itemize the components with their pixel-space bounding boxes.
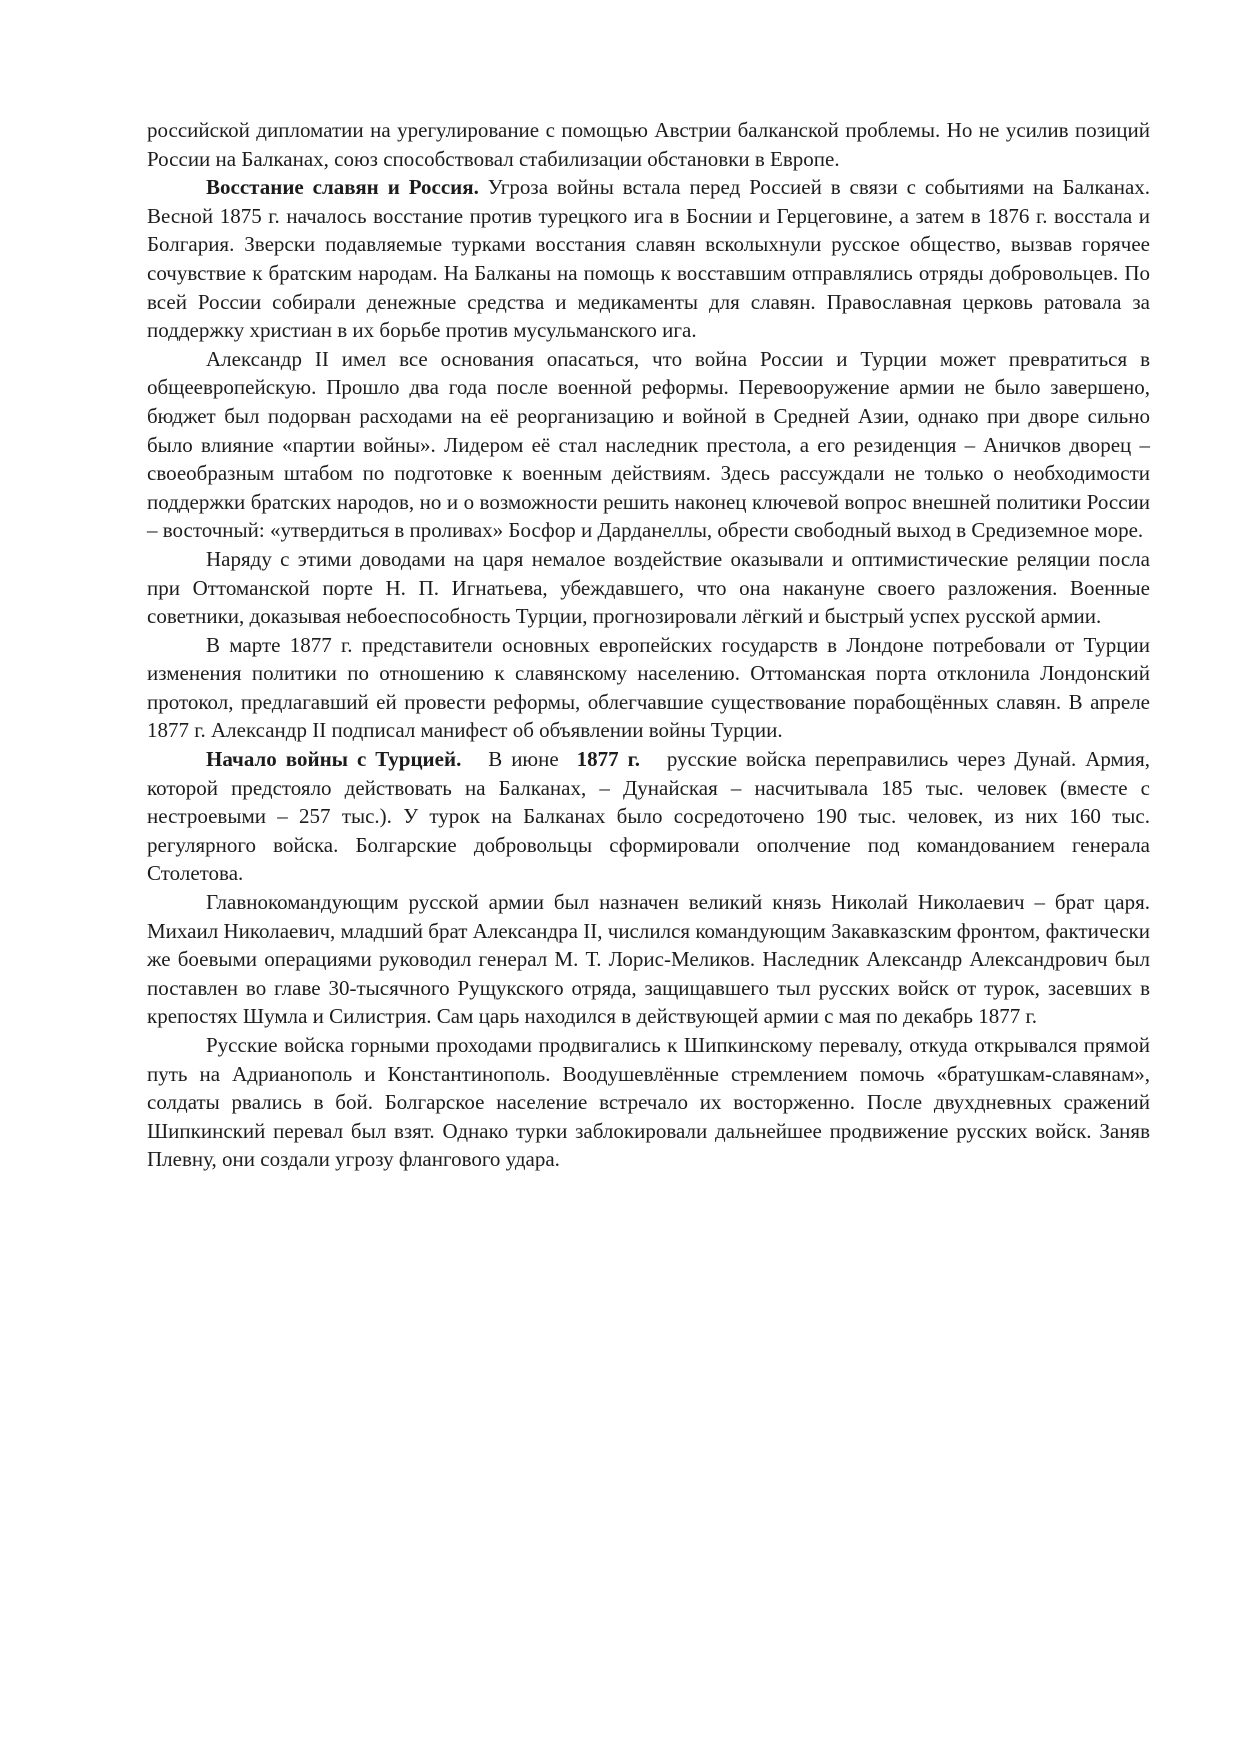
paragraph-6-text: В июне [461,747,577,772]
paragraph-8 [147,1031,1150,1174]
paragraph-1 [147,116,1150,173]
paragraph-2-text: Угроза войны встала перед Россией в связи с событиями на Балканах. Весной 1875 г. началось восстание против турецкого ига в Боснии и Герцеговине, а затем в 1876 г. восстала и Болгария. Зверски подавляемые турками восстания славян всколыхнули русское общество, вызвав горячее сочувствие к братским народам. На Балканы на помощь к восставшим отправлялись отряды добровольцев. По всей России собирали денежные средства и медикаменты для славян. Православная церковь ратовала за поддержку христиан в их борьбе против мусульманского ига. [147,175,1151,343]
paragraph-5-text: В марте 1877 г. представители основных европейских государств в Лондоне потребовали от Турции изменения политики по отношению к славянскому населению. Оттоманская порта отклонила Лондонский протокол, предлагавший ей провести реформы, облегчавшие существование порабощённых славян. В апреле 1877 г. Александр II подписал манифест об объявлении войны Турции. [147,632,1150,743]
paragraph-3 [147,345,1150,545]
paragraph-1-text: российской дипломатии на урегулирование с помощью Австрии балканской проблемы. Но не усилив позиций России на Балканах, союз способствовал стабилизации обстановки в Европе. [147,118,1150,171]
paragraph-3-text: Александр II имел все основания опасаться, что война России и Турции может превратиться в общеевропейскую. Прошло два года после военной реформы. Перевооружение армии не было завершено, бюджет был подорван расходами на её реорганизацию и войной в Средней Азии, однако при дворе сильно было влияние «партии войны». Лидером её стал наследник престола, а его резиденция – Аничков дворец – своеобразным штабом по подготовке к военным действиям. Здесь рассуждали не только о необходимости поддержки братских народов, но и о возможности решить наконец ключевой вопрос внешней политики России – восточный: «утвердиться в проливах» Босфор и Дарданеллы, обрести свободный выход в Средиземное море. [147,346,1150,543]
paragraph-5 [147,631,1150,745]
paragraph-4 [147,545,1150,631]
section-heading-war-start: Начало войны с Турцией. [206,747,462,772]
paragraph-8-text: Русские войска горными проходами продвигались к Шипкинскому перевалу, откуда открывался прямой путь на Адрианополь и Константинополь. Воодушевлённые стремлением помочь «братушкам-славянам», солдаты рвались в бой. Болгарское население встречало их восторженно. После двухдневных сражений Шипкинский перевал был взят. Однако турки заблокировали дальнейшее продвижение русских войск. Заняв Плевну, они создали угрозу флангового удара. [147,1033,1150,1172]
section-heading-uprising: Восстание славян и Россия. [206,175,479,200]
paragraph-7 [147,888,1150,1031]
paragraph-7-text: Главнокомандующим русской армии был назначен великий князь Николай Николаевич – брат царя. Михаил Николаевич, младший брат Александра II, числился командующим Закавказским фронтом, фактически же боевыми операциями руководил генерал М. Т. Лорис-Меликов. Наследник Александр Александрович был поставлен во главе 30-тысячного Рущукского отряда, защищавшего тыл русских войск от турок, засевших в крепостях Шумла и Силистрия. Сам царь находился в действующей армии с мая по декабрь 1877 г. [147,890,1150,1029]
paragraph-4-text: Наряду с этими доводами на царя немалое воздействие оказывали и оптимистические реляции посла при Оттоманской порте Н. П. Игнатьева, убеждавшего, что она накануне своего разложения. Военные советники, доказывая небоеспособность Турции, прогнозировали лёгкий и быстрый успех русской армии. [147,546,1150,629]
document-page [147,116,1156,1174]
paragraph-6 [147,745,1156,888]
paragraph-6-year: 1877 г. [576,747,640,772]
paragraph-2 [147,173,1150,345]
paragraph-6-text-2: русские войска переправились через Дунай. Армия, которой предстояло действовать на Балканах, – Дунайская – насчитывала 185 тыс. человек (вместе с нестроевыми – 257 тыс.). У турок на Балканах было сосредоточено 190 тыс. человек, из них 160 тыс. регулярного войска. Болгарские добровольцы сформировали ополчение под командованием генерала Столетова. [147,747,1156,886]
